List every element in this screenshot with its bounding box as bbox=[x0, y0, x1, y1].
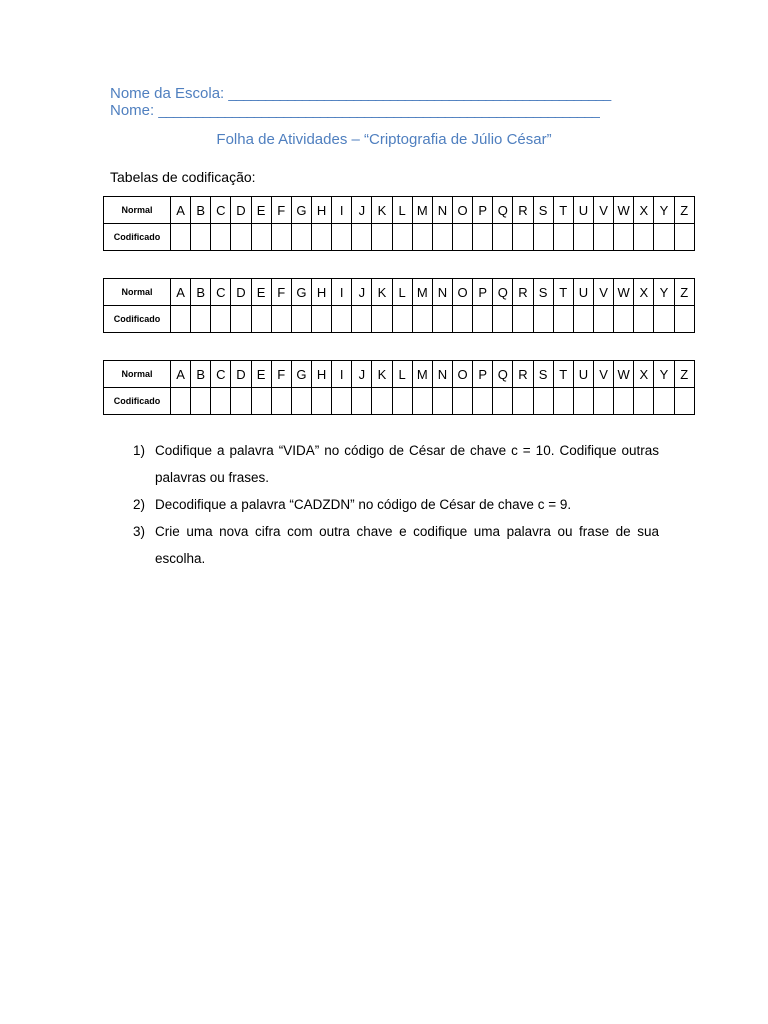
coded-letter-cell[interactable] bbox=[251, 224, 271, 251]
page-title: Folha de Atividades – “Criptografia de Júlio César” bbox=[216, 131, 552, 148]
letter-cell: P bbox=[473, 279, 493, 306]
coded-letter-cell[interactable] bbox=[553, 224, 573, 251]
letter-cell: A bbox=[171, 197, 191, 224]
coded-letter-cell[interactable] bbox=[553, 306, 573, 333]
letter-cell: Z bbox=[674, 197, 694, 224]
letter-cell: T bbox=[553, 361, 573, 388]
question-number: 1) bbox=[133, 443, 146, 458]
coded-letter-cell[interactable] bbox=[171, 388, 191, 415]
coded-letter-cell[interactable] bbox=[573, 388, 593, 415]
letter-cell: C bbox=[211, 279, 231, 306]
letter-cell: Q bbox=[493, 197, 513, 224]
school-name-label: Nome da Escola: bbox=[110, 85, 229, 102]
question-item bbox=[133, 518, 659, 572]
question-text: Crie uma nova cifra com outra chave e codifique uma palavra ou frase de sua escolha. bbox=[155, 524, 659, 566]
coded-letter-cell[interactable] bbox=[332, 306, 352, 333]
coded-letter-cell[interactable] bbox=[674, 388, 694, 415]
coded-letter-cell[interactable] bbox=[654, 388, 674, 415]
letter-cell: N bbox=[432, 197, 452, 224]
letter-cell: F bbox=[271, 197, 291, 224]
coded-letter-cell[interactable] bbox=[674, 306, 694, 333]
letter-cell: C bbox=[211, 197, 231, 224]
coded-letter-cell[interactable] bbox=[573, 224, 593, 251]
letter-cell: M bbox=[412, 361, 432, 388]
coded-row bbox=[104, 306, 695, 333]
coded-letter-cell[interactable] bbox=[251, 388, 271, 415]
coded-letter-cell[interactable] bbox=[372, 388, 392, 415]
letter-cell: I bbox=[332, 197, 352, 224]
letter-cell: Z bbox=[674, 279, 694, 306]
normal-row bbox=[104, 197, 695, 224]
coded-letter-cell[interactable] bbox=[311, 306, 331, 333]
coded-letter-cell[interactable] bbox=[372, 224, 392, 251]
coded-letter-cell[interactable] bbox=[473, 306, 493, 333]
letter-cell: G bbox=[291, 279, 311, 306]
letter-cell: A bbox=[171, 361, 191, 388]
coded-letter-cell[interactable] bbox=[654, 306, 674, 333]
coded-letter-cell[interactable] bbox=[311, 224, 331, 251]
coded-letter-cell[interactable] bbox=[573, 306, 593, 333]
coded-letter-cell[interactable] bbox=[231, 388, 251, 415]
letter-cell: L bbox=[392, 361, 412, 388]
student-name-line bbox=[110, 102, 599, 119]
letter-cell: A bbox=[171, 279, 191, 306]
coded-letter-cell[interactable] bbox=[432, 388, 452, 415]
normal-row-label: Normal bbox=[104, 361, 171, 388]
coded-letter-cell[interactable] bbox=[614, 306, 634, 333]
coded-letter-cell[interactable] bbox=[412, 224, 432, 251]
coded-letter-cell[interactable] bbox=[332, 388, 352, 415]
letter-cell: K bbox=[372, 197, 392, 224]
coded-letter-cell[interactable] bbox=[452, 306, 472, 333]
coded-letter-cell[interactable] bbox=[593, 224, 613, 251]
coded-letter-cell[interactable] bbox=[311, 388, 331, 415]
letter-cell: O bbox=[452, 197, 472, 224]
coded-letter-cell[interactable] bbox=[493, 306, 513, 333]
letter-cell: O bbox=[452, 279, 472, 306]
coded-letter-cell[interactable] bbox=[452, 224, 472, 251]
question-text: Decodifique a palavra “CADZDN” no código de César de chave c = 9. bbox=[155, 497, 572, 512]
letter-cell: K bbox=[372, 279, 392, 306]
letter-cell: V bbox=[593, 361, 613, 388]
letter-cell: M bbox=[412, 279, 432, 306]
letter-cell: Z bbox=[674, 361, 694, 388]
coded-letter-cell[interactable] bbox=[513, 306, 533, 333]
coded-letter-cell[interactable] bbox=[614, 388, 634, 415]
letter-cell: E bbox=[251, 361, 271, 388]
normal-row-label: Normal bbox=[104, 279, 171, 306]
coded-letter-cell[interactable] bbox=[291, 388, 311, 415]
coded-letter-cell[interactable] bbox=[191, 306, 211, 333]
letter-cell: F bbox=[271, 361, 291, 388]
letter-cell: O bbox=[452, 361, 472, 388]
coded-letter-cell[interactable] bbox=[271, 306, 291, 333]
coded-letter-cell[interactable] bbox=[352, 388, 372, 415]
student-name-label: Nome: bbox=[110, 102, 159, 119]
letter-cell: B bbox=[191, 197, 211, 224]
letter-cell: H bbox=[311, 197, 331, 224]
coding-table-2 bbox=[103, 278, 695, 333]
letter-cell: P bbox=[473, 197, 493, 224]
coded-letter-cell[interactable] bbox=[392, 224, 412, 251]
letter-cell: K bbox=[372, 361, 392, 388]
coded-letter-cell[interactable] bbox=[634, 306, 654, 333]
coded-letter-cell[interactable] bbox=[332, 224, 352, 251]
letter-cell: R bbox=[513, 279, 533, 306]
coded-letter-cell[interactable] bbox=[513, 388, 533, 415]
school-name-line bbox=[110, 85, 610, 102]
coded-letter-cell[interactable] bbox=[231, 306, 251, 333]
coded-row bbox=[104, 224, 695, 251]
question-number: 3) bbox=[133, 524, 146, 539]
coded-letter-cell[interactable] bbox=[191, 388, 211, 415]
letter-cell: S bbox=[533, 279, 553, 306]
letter-cell: Y bbox=[654, 279, 674, 306]
letter-cell: Y bbox=[654, 361, 674, 388]
letter-cell: V bbox=[593, 279, 613, 306]
coding-table-1 bbox=[103, 196, 695, 251]
coded-letter-cell[interactable] bbox=[271, 224, 291, 251]
letter-cell: F bbox=[271, 279, 291, 306]
coded-letter-cell[interactable] bbox=[432, 224, 452, 251]
coded-letter-cell[interactable] bbox=[593, 306, 613, 333]
coded-letter-cell[interactable] bbox=[452, 388, 472, 415]
letter-cell: U bbox=[573, 197, 593, 224]
letter-cell: N bbox=[432, 361, 452, 388]
letter-cell: Y bbox=[654, 197, 674, 224]
coded-letter-cell[interactable] bbox=[533, 388, 553, 415]
question-number: 2) bbox=[133, 497, 146, 512]
coded-letter-cell[interactable] bbox=[412, 306, 432, 333]
coded-row-label: Codificado bbox=[104, 388, 171, 415]
letter-cell: W bbox=[614, 361, 634, 388]
letter-cell: U bbox=[573, 361, 593, 388]
letter-cell: G bbox=[291, 361, 311, 388]
coded-letter-cell[interactable] bbox=[493, 224, 513, 251]
coded-letter-cell[interactable] bbox=[211, 306, 231, 333]
question-item bbox=[133, 491, 659, 518]
coded-letter-cell[interactable] bbox=[271, 388, 291, 415]
letter-cell: I bbox=[332, 279, 352, 306]
coded-letter-cell[interactable] bbox=[211, 388, 231, 415]
coded-letter-cell[interactable] bbox=[553, 388, 573, 415]
letter-cell: J bbox=[352, 197, 372, 224]
coded-letter-cell[interactable] bbox=[634, 388, 654, 415]
letter-cell: E bbox=[251, 197, 271, 224]
letter-cell: R bbox=[513, 197, 533, 224]
coded-letter-cell[interactable] bbox=[614, 224, 634, 251]
letter-cell: U bbox=[573, 279, 593, 306]
letter-cell: J bbox=[352, 279, 372, 306]
coded-letter-cell[interactable] bbox=[493, 388, 513, 415]
letter-cell: Q bbox=[493, 279, 513, 306]
normal-row bbox=[104, 361, 695, 388]
tables-label: Tabelas de codificação: bbox=[110, 169, 256, 185]
coded-letter-cell[interactable] bbox=[654, 224, 674, 251]
letter-cell: X bbox=[634, 197, 654, 224]
question-list bbox=[133, 437, 659, 572]
coded-letter-cell[interactable] bbox=[352, 306, 372, 333]
normal-row bbox=[104, 279, 695, 306]
school-name-blank[interactable]: ____________________________________________________ bbox=[228, 85, 611, 102]
coded-letter-cell[interactable] bbox=[634, 224, 654, 251]
coded-letter-cell[interactable] bbox=[473, 224, 493, 251]
coded-letter-cell[interactable] bbox=[171, 224, 191, 251]
letter-cell: H bbox=[311, 279, 331, 306]
coded-letter-cell[interactable] bbox=[352, 224, 372, 251]
letter-cell: W bbox=[614, 279, 634, 306]
coded-letter-cell[interactable] bbox=[432, 306, 452, 333]
coded-letter-cell[interactable] bbox=[291, 306, 311, 333]
letter-cell: R bbox=[513, 361, 533, 388]
letter-cell: D bbox=[231, 197, 251, 224]
coded-letter-cell[interactable] bbox=[291, 224, 311, 251]
coded-row-label: Codificado bbox=[104, 306, 171, 333]
coded-letter-cell[interactable] bbox=[513, 224, 533, 251]
letter-cell: G bbox=[291, 197, 311, 224]
letter-cell: L bbox=[392, 279, 412, 306]
coded-letter-cell[interactable] bbox=[674, 224, 694, 251]
coded-letter-cell[interactable] bbox=[593, 388, 613, 415]
coded-letter-cell[interactable] bbox=[533, 224, 553, 251]
coded-letter-cell[interactable] bbox=[171, 306, 191, 333]
coded-letter-cell[interactable] bbox=[533, 306, 553, 333]
letter-cell: B bbox=[191, 279, 211, 306]
letter-cell: T bbox=[553, 197, 573, 224]
letter-cell: V bbox=[593, 197, 613, 224]
coded-letter-cell[interactable] bbox=[392, 388, 412, 415]
letter-cell: I bbox=[332, 361, 352, 388]
letter-cell: W bbox=[614, 197, 634, 224]
letter-cell: N bbox=[432, 279, 452, 306]
letter-cell: X bbox=[634, 279, 654, 306]
normal-row-label: Normal bbox=[104, 197, 171, 224]
letter-cell: D bbox=[231, 279, 251, 306]
coded-letter-cell[interactable] bbox=[251, 306, 271, 333]
coded-row-label: Codificado bbox=[104, 224, 171, 251]
coding-table-3 bbox=[103, 360, 695, 415]
coded-row bbox=[104, 388, 695, 415]
question-text: Codifique a palavra “VIDA” no código de César de chave c = 10. Codifique outras palavras ou frases. bbox=[155, 443, 659, 485]
coded-letter-cell[interactable] bbox=[412, 388, 432, 415]
question-item bbox=[133, 437, 659, 491]
coded-letter-cell[interactable] bbox=[473, 388, 493, 415]
coded-letter-cell[interactable] bbox=[372, 306, 392, 333]
letter-cell: H bbox=[311, 361, 331, 388]
letter-cell: C bbox=[211, 361, 231, 388]
letter-cell: S bbox=[533, 197, 553, 224]
letter-cell: S bbox=[533, 361, 553, 388]
letter-cell: D bbox=[231, 361, 251, 388]
letter-cell: J bbox=[352, 361, 372, 388]
coded-letter-cell[interactable] bbox=[191, 224, 211, 251]
letter-cell: T bbox=[553, 279, 573, 306]
letter-cell: M bbox=[412, 197, 432, 224]
letter-cell: E bbox=[251, 279, 271, 306]
letter-cell: X bbox=[634, 361, 654, 388]
coded-letter-cell[interactable] bbox=[231, 224, 251, 251]
letter-cell: P bbox=[473, 361, 493, 388]
coded-letter-cell[interactable] bbox=[392, 306, 412, 333]
coded-letter-cell[interactable] bbox=[211, 224, 231, 251]
letter-cell: Q bbox=[493, 361, 513, 388]
letter-cell: B bbox=[191, 361, 211, 388]
letter-cell: L bbox=[392, 197, 412, 224]
student-name-blank[interactable]: ____________________________________________________________ bbox=[158, 102, 599, 119]
